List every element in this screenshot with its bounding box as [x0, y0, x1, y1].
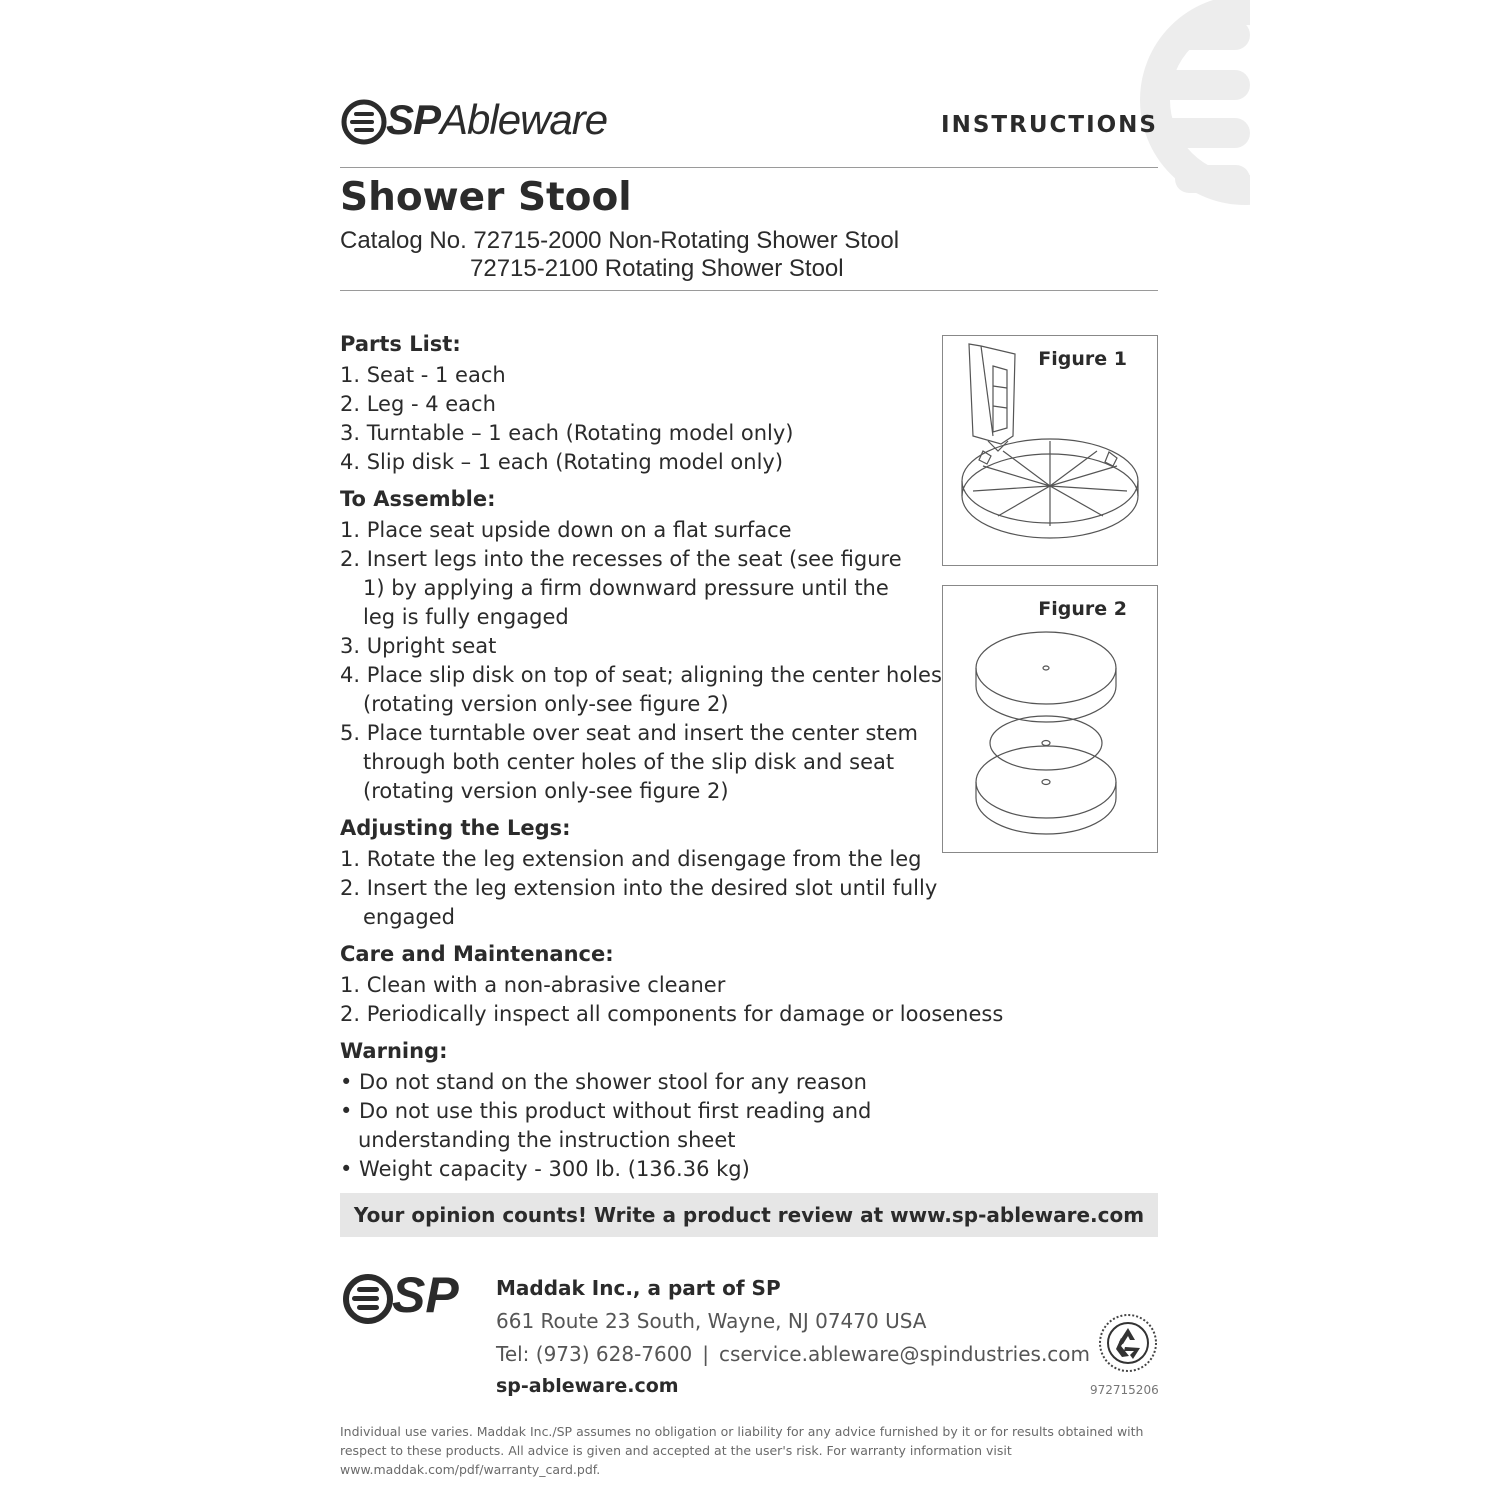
adjust-step: 1. Rotate the leg extension and disengage from the leg: [340, 847, 922, 871]
contact-separator: |: [702, 1342, 709, 1366]
footer-logo-text: SP: [392, 1267, 459, 1323]
assemble-step: 2. Insert legs into the recesses of the seat (see figure 1) by applying a firm downward pressure until the leg is fully engaged: [340, 547, 902, 629]
figure-2: [942, 585, 1158, 853]
company-address: 661 Route 23 South, Wayne, NJ 07470 USA: [496, 1309, 927, 1333]
warning-item: • Do not use this product without first reading and understanding the instruction sheet: [340, 1099, 872, 1152]
figure-1: [942, 335, 1158, 566]
assemble-step: 1. Place seat upside down on a flat surface: [340, 518, 792, 542]
brand-name-ableware: Ableware: [440, 96, 608, 143]
brand-name: [386, 96, 607, 144]
website-link[interactable]: sp-ableware.com: [496, 1375, 679, 1397]
warning-title: Warning:: [340, 1039, 448, 1063]
watermark-logo-icon: [1085, 0, 1250, 215]
figure-1-label: Figure 1: [1038, 348, 1127, 370]
recycle-icon: [1097, 1312, 1159, 1374]
brand-logo-icon: [340, 95, 388, 149]
parts-list-title: Parts List:: [340, 332, 461, 356]
parts-item: 3. Turntable – 1 each (Rotating model only): [340, 421, 794, 445]
warning-item: • Weight capacity - 300 lb. (136.36 kg): [340, 1157, 750, 1181]
catalog-info: [340, 227, 899, 283]
phone-number: Tel: (973) 628-7600: [496, 1342, 693, 1366]
assemble-step: 4. Place slip disk on top of seat; aligning the center holes (rotating version only-see figure 2): [340, 663, 942, 716]
catalog-line-1: Catalog No. 72715-2000 Non-Rotating Shower Stool: [340, 227, 900, 254]
disclaimer-text: Individual use varies. Maddak Inc./SP assumes no obligation or liability for any advice furnished by it or for results obtained with respect to these products. All advice is given and accepted at the user's risk. For warranty information visit www.maddak.com/pdf/warranty_card.pdf.: [340, 1424, 1144, 1477]
figure-2-label: Figure 2: [1038, 598, 1127, 620]
parts-item: 1. Seat - 1 each: [340, 363, 506, 387]
care-title: Care and Maintenance:: [340, 942, 614, 966]
email-link[interactable]: cservice.ableware@spindustries.com: [718, 1342, 1091, 1366]
parts-item: 2. Leg - 4 each: [340, 392, 496, 416]
warning-item: • Do not stand on the shower stool for any reason: [340, 1070, 867, 1094]
figure-2-disk-stack-illustration-icon: [943, 586, 1157, 852]
document-type: INSTRUCTIONS: [941, 112, 1158, 138]
company-name: Maddak Inc., a part of SP: [496, 1276, 781, 1300]
review-banner[interactable]: Your opinion counts! Write a product review at www.sp-ableware.com: [340, 1193, 1158, 1237]
page-title: Shower Stool: [340, 175, 632, 220]
header-divider: [340, 167, 1158, 168]
assemble-title: To Assemble:: [340, 487, 496, 511]
part-number: 972715206: [1090, 1383, 1159, 1397]
assemble-step: 3. Upright seat: [340, 634, 497, 658]
care-step: 2. Periodically inspect all components for damage or looseness: [340, 1002, 1004, 1026]
parts-item: 4. Slip disk – 1 each (Rotating model only): [340, 450, 784, 474]
care-step: 1. Clean with a non-abrasive cleaner: [340, 973, 726, 997]
adjust-legs-title: Adjusting the Legs:: [340, 816, 571, 840]
adjust-step: 2. Insert the leg extension into the desired slot until fully engaged: [340, 876, 938, 929]
figure-1-leg-seat-illustration-icon: [943, 336, 1157, 565]
company-contact: [496, 1342, 1090, 1366]
instructions-body: [340, 330, 1030, 1184]
catalog-line-2: 72715-2100 Rotating Shower Stool: [470, 255, 844, 282]
brand-name-sp: SP: [386, 96, 441, 143]
title-divider: [340, 290, 1158, 291]
assemble-step: 5. Place turntable over seat and insert the center stem through both center holes of the slip disk and seat (rotating version only-see figure 2): [340, 721, 919, 803]
